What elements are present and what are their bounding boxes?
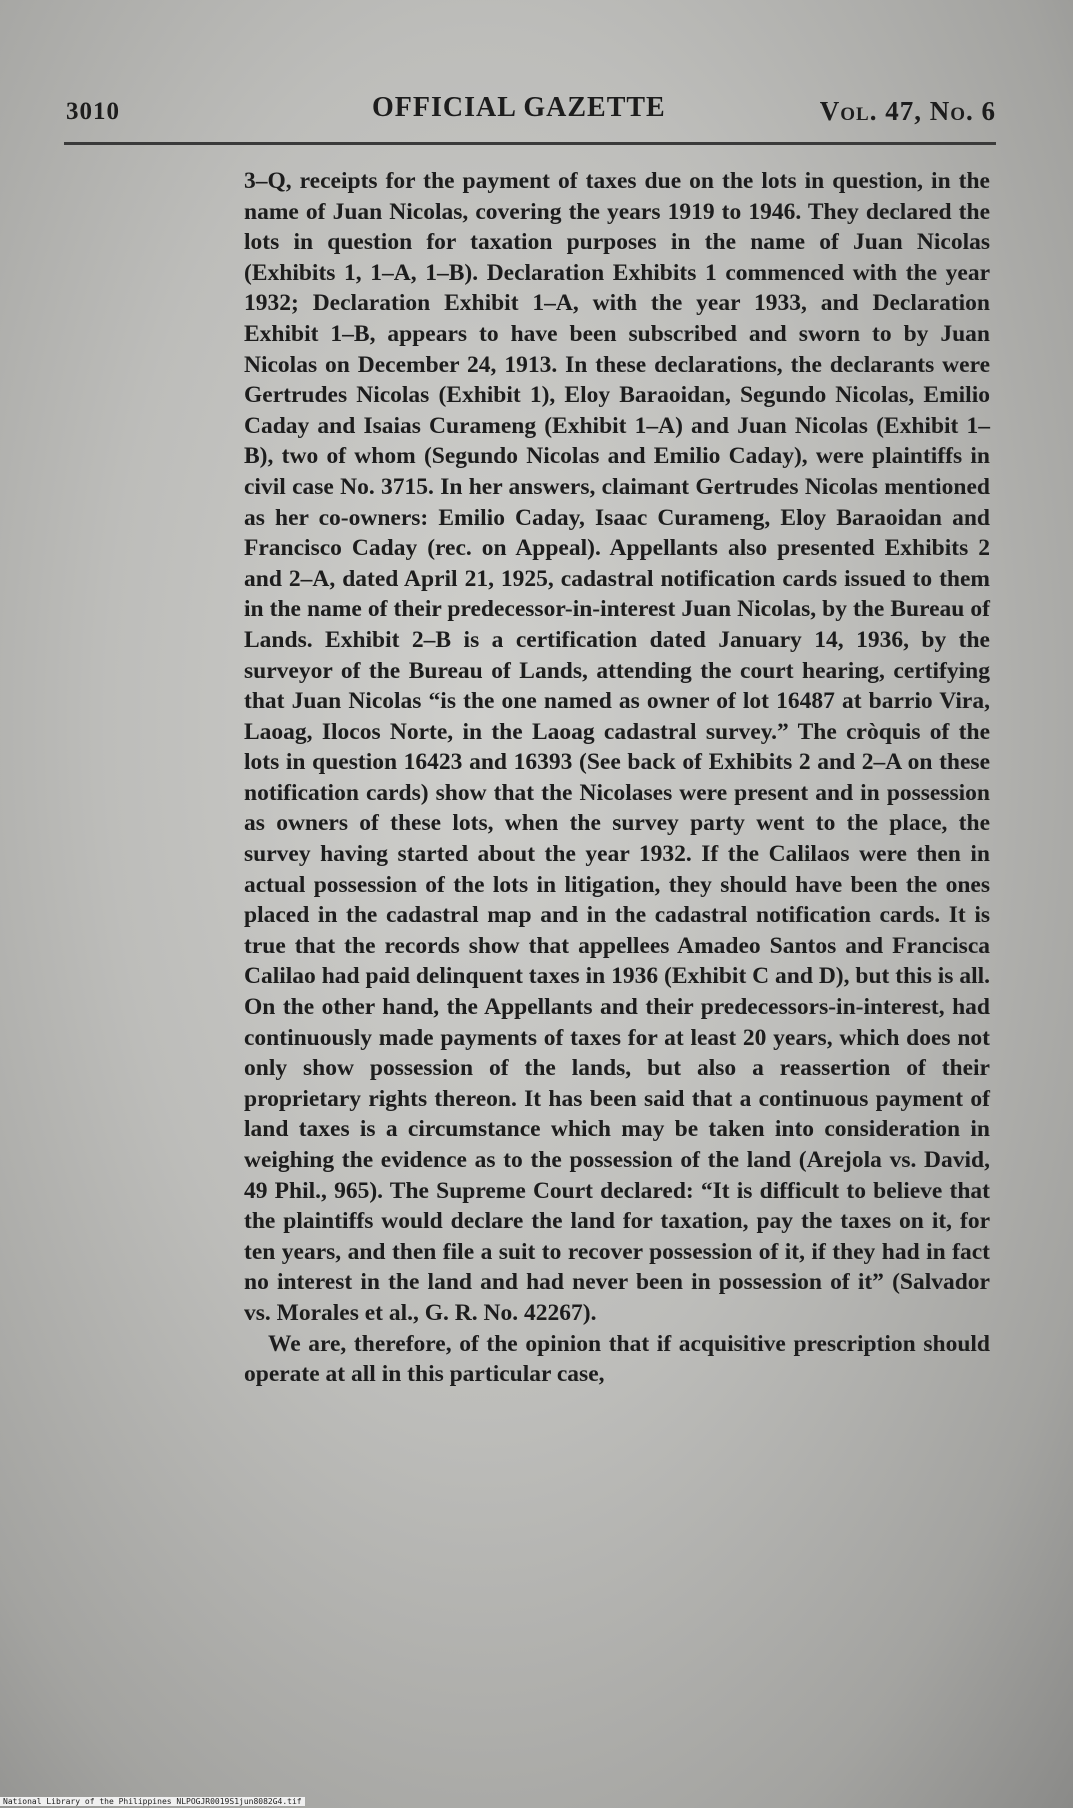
paragraph: We are, therefore, of the opinion that if acquisitive prescription should operate at all in this particular case, — [244, 1330, 990, 1388]
volume-issue: Vol. 47, No. 6 — [819, 96, 996, 126]
header-rule — [64, 142, 996, 145]
scan-credit: National Library of the Philippines NLPOGJR0019S1jun8082G4.tif — [0, 1797, 305, 1806]
page-number: 3010 — [66, 98, 120, 125]
article-body — [244, 166, 990, 1390]
publication-title: OFFICIAL GAZETTE — [372, 92, 666, 123]
paragraph: 3–Q, receipts for the payment of taxes due on the lots in question, in the name of Juan Nicolas, covering the years 1919 to 1946. They declared the lots in question for taxation purposes in the name of Juan Nicolas (Exhibits 1, 1–A, 1–B). Declaration Exhibits 1 commenced with the year 1932; Declaration Exhibit 1–A, with the year 1933, and Declaration Exhibit 1–B, appears to have been subscribed and sworn to by Juan Nicolas on December 24, 1913. In these declarations, the declarants were Gertrudes Nicolas (Exhibit 1), Eloy Baraoidan, Segundo Nicolas, Emilio Caday and Isaias Curameng (Exhibit 1–A) and Juan Nicolas (Exhibit 1–B), two of whom (Segundo Nicolas and Emilio Caday), were plaintiffs in civil case No. 3715. In her answers, claimant Gertrudes Nicolas mentioned as her co-owners: Emilio Caday, Isaac Curameng, Eloy Baraoidan and Francisco Caday (rec. on Appeal). Appellants also presented Exhibits 2 and 2–A, dated April 21, 1925, cadastral notification cards issued to them in the name of their predecessor-in-interest Juan Nicolas, by the Bureau of Lands. Exhibit 2–B is a certification dated January 14, 1936, by the surveyor of the Bureau of Lands, attending the court hearing, certifying that Juan Nicolas “is the one named as owner of lot 16487 at barrio Vira, Laoag, Ilocos Norte, in the Laoag cadastral survey.” The cròquis of the lots in question 16423 and 16393 (See back of Exhibits 2 and 2–A on these notification cards) show that the Nicolases were present and in possession as owners of these lots, when the survey party went to the place, the survey having started about the year 1932. If the Calilaos were then in actual possession of the lots in litigation, they should have been the ones placed in the cadastral map and in the cadastral notification cards. It is true that the records show that appellees Amadeo Santos and Francisca Calilao had paid delinquent taxes in 1936 (Exhibit C and D), but this is all. On the other hand, the Appellants and their predecessors-in-interest, had continuously made payments of taxes for at least 20 years, which does not only show possession of the lands, but also a reassertion of their proprietary rights thereon. It has been said that a continuous payment of land taxes is a circumstance which may be taken into consideration in weighing the evidence as to the possession of the land (Arejola vs. David, 49 Phil., 965). The Supreme Court declared: “It is difficult to believe that the plaintiffs would declare the land for taxation, pay the taxes on it, for ten years, and then file a suit to recover possession of it, if they had in fact no interest in the land and had never been in possession of it” (Salvador vs. Morales et al., G. R. No. 42267). — [244, 168, 990, 1326]
page-header — [66, 92, 996, 132]
